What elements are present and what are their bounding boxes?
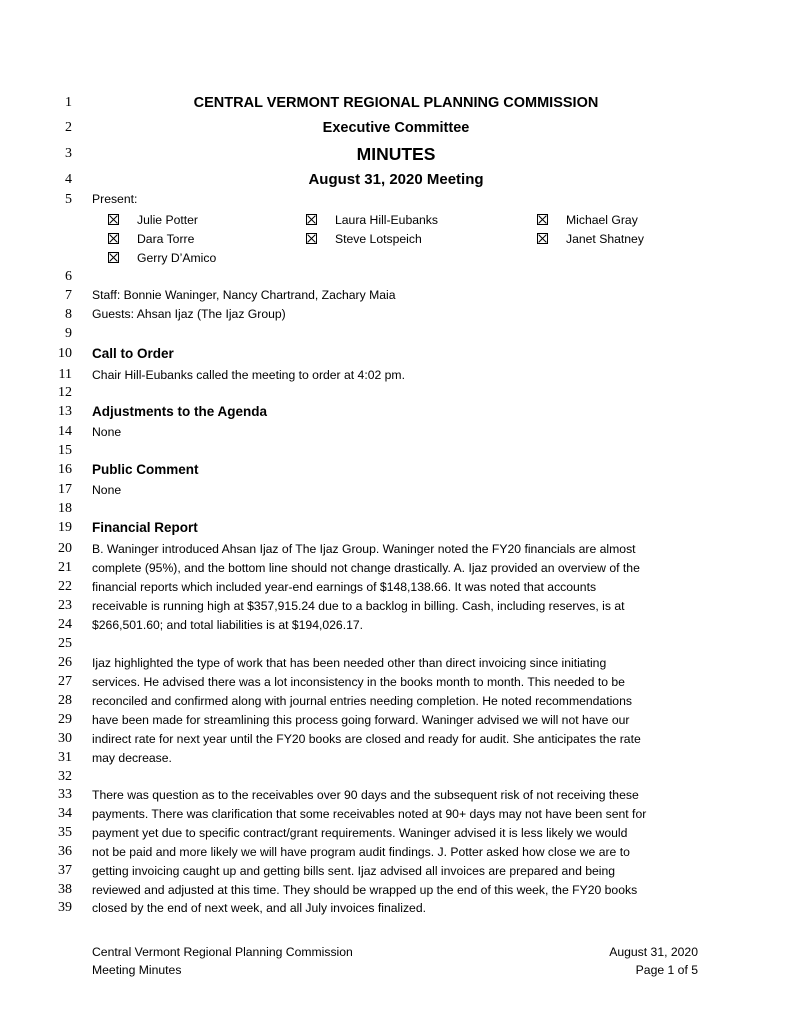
line-number: 8	[65, 307, 72, 322]
section-heading-adjustments: Adjustments to the Agenda	[92, 404, 268, 419]
footer-doc: Meeting Minutes	[92, 963, 182, 977]
minutes-title: MINUTES	[356, 144, 436, 164]
line-number: 10	[58, 346, 72, 361]
body-line: reconciled and confirmed along with journal entries needing completion. He noted recommendations	[92, 694, 632, 708]
line-number: 26	[58, 655, 72, 670]
line-number: 1	[65, 95, 72, 110]
body-line: reviewed and adjusted at this time. They should be wrapped up the end of this week, the FY20 books	[92, 883, 638, 897]
body-line: payments. There was clarification that some receivables noted at 90+ days may not have been sent for	[92, 807, 647, 821]
section-heading-financial-report: Financial Report	[92, 520, 198, 535]
body-line: $266,501.60; and total liabilities is at $194,026.17.	[92, 618, 364, 632]
line-number: 18	[58, 501, 72, 516]
checked-box-icon	[306, 233, 317, 244]
line-number: 30	[58, 731, 72, 746]
line-number: 9	[65, 326, 72, 341]
line-number: 39	[58, 900, 72, 915]
line-number: 13	[58, 404, 72, 419]
attendee: Michael Gray	[537, 211, 638, 229]
attendee: Gerry D’Amico	[108, 249, 216, 267]
line-number: 34	[58, 806, 72, 821]
line-number: 23	[58, 598, 72, 613]
line-number: 5	[65, 192, 72, 207]
body-line: may decrease.	[92, 751, 172, 765]
org-title: CENTRAL VERMONT REGIONAL PLANNING COMMISSION	[193, 95, 599, 111]
meeting-date-title: August 31, 2020 Meeting	[308, 171, 484, 188]
body-line: receivable is running high at $357,915.24 due to a backlog in billing. Cash, including reserves, is at	[92, 599, 625, 613]
footer-date: August 31, 2020	[609, 945, 698, 959]
attendee: Janet Shatney	[537, 230, 644, 248]
attendee: Julie Potter	[108, 211, 198, 229]
body-line: complete (95%), and the bottom line should not change drastically. A. Ijaz provided an overview of the	[92, 561, 640, 575]
body-line: indirect rate for next year until the FY20 books are closed and ready for audit. She anticipates the rate	[92, 732, 641, 746]
body-line: None	[92, 425, 122, 439]
footer-org: Central Vermont Regional Planning Commission	[92, 945, 353, 959]
present-label: Present:	[92, 192, 138, 206]
line-number: 22	[58, 579, 72, 594]
line-number: 32	[58, 769, 72, 784]
line-number: 29	[58, 712, 72, 727]
line-number: 33	[58, 787, 72, 802]
checked-box-icon	[108, 214, 119, 225]
line-number: 17	[58, 482, 72, 497]
attendee: Dara Torre	[108, 230, 194, 248]
checked-box-icon	[537, 214, 548, 225]
line-number: 6	[65, 269, 72, 284]
line-number: 20	[58, 541, 72, 556]
body-line: Ijaz highlighted the type of work that has been needed other than direct invoicing since initiating	[92, 656, 607, 670]
attendee: Steve Lotspeich	[306, 230, 422, 248]
line-number: 28	[58, 693, 72, 708]
line-number: 25	[58, 636, 72, 651]
section-heading-call-to-order: Call to Order	[92, 346, 174, 361]
line-number: 4	[65, 172, 72, 187]
line-number: 7	[65, 288, 72, 303]
checked-box-icon	[108, 252, 119, 263]
staff-line: Staff: Bonnie Waninger, Nancy Chartrand, Zachary Maia	[92, 288, 396, 302]
body-line: There was question as to the receivables over 90 days and the subsequent risk of not receiving these	[92, 788, 639, 802]
line-number: 16	[58, 462, 72, 477]
body-line: Chair Hill-Eubanks called the meeting to order at 4:02 pm.	[92, 368, 405, 382]
line-number: 35	[58, 825, 72, 840]
line-number: 36	[58, 844, 72, 859]
line-number: 21	[58, 560, 72, 575]
body-line: getting invoicing caught up and getting bills sent. Ijaz advised all invoices are prepared and being	[92, 864, 616, 878]
body-line: closed by the end of next week, and all July invoices finalized.	[92, 901, 426, 915]
line-number: 3	[65, 146, 72, 161]
guests-line: Guests: Ahsan Ijaz (The Ijaz Group)	[92, 307, 286, 321]
line-number: 27	[58, 674, 72, 689]
line-number: 38	[58, 882, 72, 897]
body-line: not be paid and more likely we will have program audit findings. J. Potter asked how close we are to	[92, 845, 630, 859]
line-number: 14	[58, 424, 72, 439]
line-number: 15	[58, 443, 72, 458]
line-number: 12	[58, 385, 72, 400]
line-number: 19	[58, 520, 72, 535]
line-number: 37	[58, 863, 72, 878]
body-line: have been made for streamlining this process going forward. Waninger advised we will not have our	[92, 713, 630, 727]
body-line: payment yet due to specific contract/grant requirements. Waninger advised it is less likely we would	[92, 826, 628, 840]
attendee: Laura Hill-Eubanks	[306, 211, 438, 229]
checked-box-icon	[108, 233, 119, 244]
line-number: 24	[58, 617, 72, 632]
checked-box-icon	[306, 214, 317, 225]
footer-page-number: Page 1 of 5	[635, 963, 698, 977]
checked-box-icon	[537, 233, 548, 244]
line-number: 31	[58, 750, 72, 765]
line-number: 11	[58, 367, 72, 382]
body-line: None	[92, 483, 122, 497]
body-line: financial reports which included year-end earnings of $148,138.66. It was noted that accounts	[92, 580, 597, 594]
line-number: 2	[65, 120, 72, 135]
committee-title: Executive Committee	[322, 120, 470, 136]
section-heading-public-comment: Public Comment	[92, 462, 199, 477]
body-line: B. Waninger introduced Ahsan Ijaz of The Ijaz Group. Waninger noted the FY20 financials are almost	[92, 542, 636, 556]
body-line: services. He advised there was a lot inconsistency in the books month to month. This needed to be	[92, 675, 625, 689]
